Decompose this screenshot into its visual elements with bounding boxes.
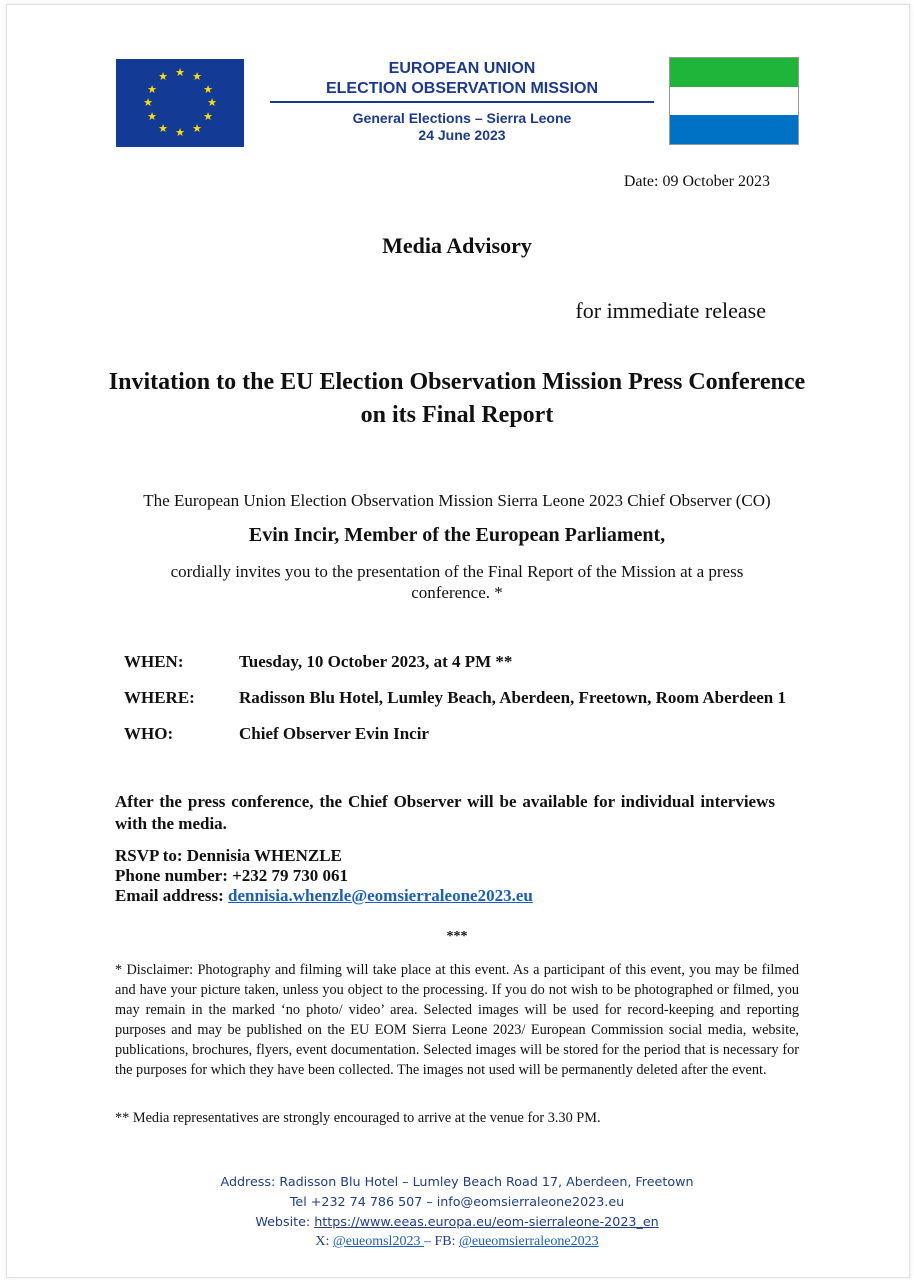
separator: *** [446,929,468,944]
footer-address: Address: Radisson Blu Hotel – Lumley Beach Road 17, Aberdeen, Freetown [220,1174,694,1189]
rsvp-email-row [115,886,533,906]
who-value: Chief Observer Evin Incir [239,724,429,743]
disclaimer-text: * Disclaimer: Photography and filming will take place at this event. As a participant of this event, you may be filmed and have your picture taken, unless you object to the processing. If you do not wish to be photographed or filmed, you may remain in the marked ‘no photo/ video’ area. Selected images will be used for record-keeping and reporting purposes and may be published on the EU EOM Sierra Leone 2023/ European Commission social media, website, publications, brochures, flyers, event documentation. Selected images will be stored for the period that is necessary for the purposes for which they have been collected. The images not used will be permanently deleted after the event. [115,962,799,1078]
footer-social-row [0,1232,914,1252]
footer-contact: Tel +232 74 786 507 – info@eomsierraleone2023.eu [289,1194,625,1209]
eu-flag-icon: ★ ★ ★ ★ ★ ★ ★ ★ ★ ★ ★ ★ [116,59,244,147]
email-label: Email address: [115,886,229,905]
who-label: WHO: [124,724,174,743]
x-label: X: [315,1234,333,1249]
after-conference-note: After the press conference, the Chief Observer will be available for individual interviews with the media. [115,792,775,833]
who-row [124,724,429,744]
release-note: for immediate release [575,298,766,323]
chief-observer-name: Evin Incir, Member of the European Parliament, [248,524,666,546]
rsvp-block [115,846,533,906]
where-value: Radisson Blu Hotel, Lumley Beach, Aberdeen, Freetown, Room Aberdeen 1 [239,688,786,707]
when-label: WHEN: [124,652,184,671]
where-row [124,688,786,708]
sierra-leone-flag-icon [669,57,799,145]
advisory-title: Media Advisory [382,233,532,258]
arrival-note: ** Media representatives are strongly encouraged to arrive at the venue for 3.30 PM. [115,1110,601,1126]
website-link[interactable]: https://www.eeas.europa.eu/eom-sierraleone-2023_en [314,1214,659,1229]
footer-website-row [0,1212,914,1232]
rsvp-phone: Phone number: +232 79 730 061 [115,866,349,885]
where-label: WHERE: [124,688,195,707]
headline: Invitation to the EU Election Observation Mission Press Conference on its Final Report [108,369,806,428]
mission-line-1: EUROPEAN UNION [388,60,536,77]
when-row [124,652,512,672]
fb-handle-link[interactable]: @eueomsierraleone2023 [458,1234,599,1249]
mission-header [270,59,654,144]
footer [0,1172,914,1252]
fb-label: – FB: [423,1234,459,1249]
election-date: 24 June 2023 [418,127,506,143]
invitation-text: cordially invites you to the presentation of the Final Report of the Mission at a press conference. * [170,562,744,602]
rsvp-contact: RSVP to: Dennisia WHENZLE [115,846,342,865]
intro-text: The European Union Election Observation Mission Sierra Leone 2023 Chief Observer (CO) [143,491,771,510]
elections-label: General Elections – Sierra Leone [352,110,572,126]
header-divider [270,101,654,103]
mission-line-2: ELECTION OBSERVATION MISSION [325,80,599,97]
website-label: Website: [255,1214,315,1229]
document-date: Date: 09 October 2023 [623,173,770,190]
document-page [6,4,910,1278]
x-handle-link[interactable]: @eueomsl2023 [332,1234,424,1249]
when-value: Tuesday, 10 October 2023, at 4 PM ** [239,652,513,671]
email-link[interactable]: dennisia.whenzle@eomsierraleone2023.eu [228,886,533,905]
